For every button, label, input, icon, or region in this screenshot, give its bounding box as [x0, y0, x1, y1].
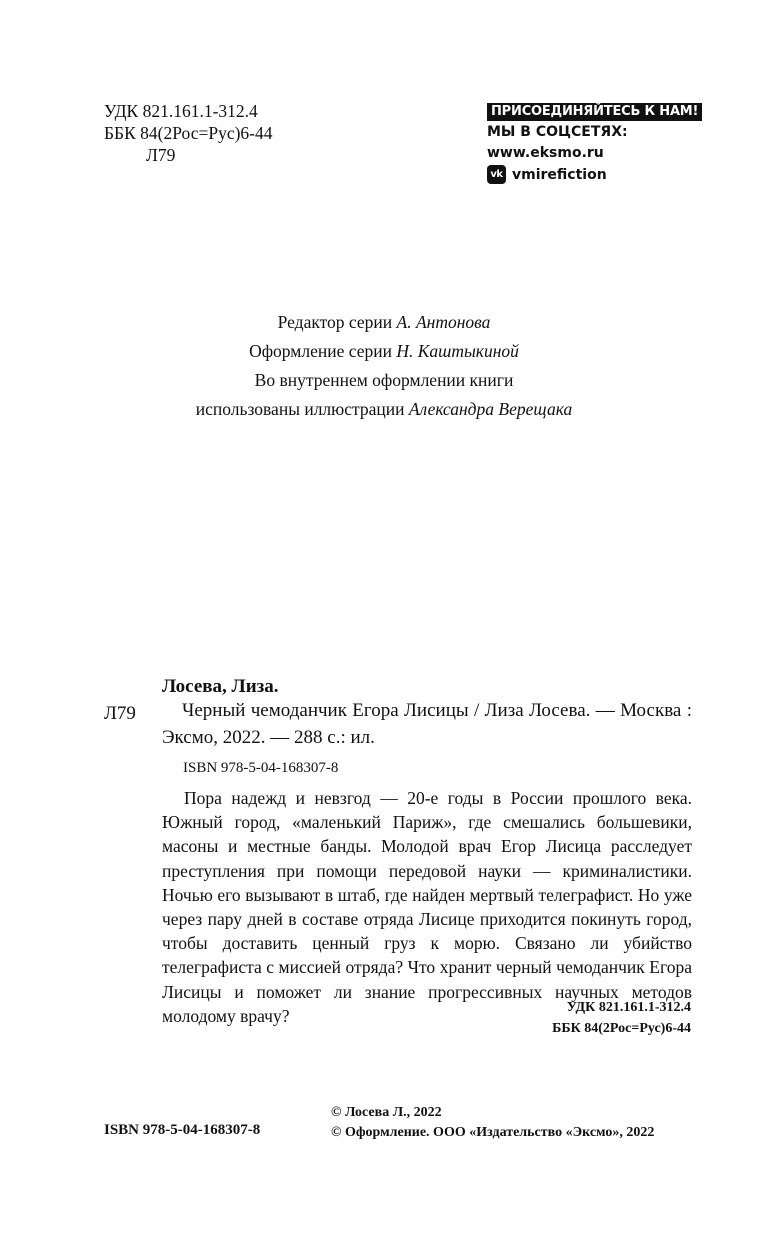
bib-description-text: Черный чемоданчик Егора Лисицы / Лиза Лосева. — Москва : Эксмо, 2022. — 288 с.: ил.	[162, 700, 692, 748]
design-credit: Оформление серии Н. Каштыкиной	[249, 341, 519, 361]
bibliographic-description	[162, 697, 692, 751]
vk-link[interactable]	[487, 165, 702, 184]
illustrator-name: Александра Верещака	[408, 399, 573, 419]
social-heading: МЫ В СОЦСЕТЯХ:	[487, 124, 628, 140]
bib-isbn: ISBN 978-5-04-168307-8	[183, 760, 339, 776]
join-banner: ПРИСОЕДИНЯЙТЕСЬ К НАМ!	[487, 103, 702, 121]
udk-code: УДК 821.161.1-312.4	[104, 101, 258, 121]
bib-call-number: Л79	[104, 703, 136, 724]
social-block	[487, 100, 702, 184]
editor-name: А. Антонова	[396, 312, 491, 332]
illustration-credit-line2: использованы иллюстрации Александра Верещака	[195, 399, 573, 419]
bbk-code-bottom: ББК 84(2Рос=Рус)6-44	[552, 1021, 691, 1036]
vk-icon: vk	[487, 165, 506, 184]
author-heading: Лосева, Лиза.	[162, 676, 279, 697]
series-credits	[60, 308, 708, 424]
classification-codes-bottom	[552, 997, 691, 1039]
copyright-block	[331, 1103, 654, 1143]
isbn-footer: ISBN 978-5-04-168307-8	[104, 1122, 261, 1138]
call-number: Л79	[146, 145, 176, 165]
illustration-credit-line1: Во внутреннем оформлении книги	[254, 370, 514, 390]
website-link[interactable]: www.eksmo.ru	[487, 145, 604, 161]
copyright-design: © Оформление. ООО «Издательство «Эксмо», 2022	[331, 1125, 655, 1140]
udk-code-bottom: УДК 821.161.1-312.4	[566, 1000, 691, 1015]
editor-credit: Редактор серии А. Антонова	[277, 312, 491, 332]
designer-name: Н. Каштыкиной	[396, 341, 519, 361]
classification-codes	[104, 100, 273, 166]
vk-label: vmirefiction	[512, 166, 607, 183]
copyright-author: © Лосева Л., 2022	[331, 1105, 442, 1120]
bbk-code: ББК 84(2Рос=Рус)6-44	[104, 123, 273, 143]
annotation: Пора надежд и невзгод — 20-е годы в России прошлого века. Южный город, «маленький Париж», где смешались большевики, масоны и местные банды. Молодой врач Егор Лисица расследует преступления при помощи передовой науки — криминалистики. Ночью его вызывают в штаб, где найден мертвый телеграфист. Но уже через пару дней в составе отряда Лисице приходится покинуть город, чтобы доставить ценный груз к морю. Связано ли убийство телеграфиста с миссией отряда? Что хранит черный чемоданчик Егора Лисицы и поможет ли знание прогрессивных научных методов молодому врачу?	[162, 788, 692, 1026]
